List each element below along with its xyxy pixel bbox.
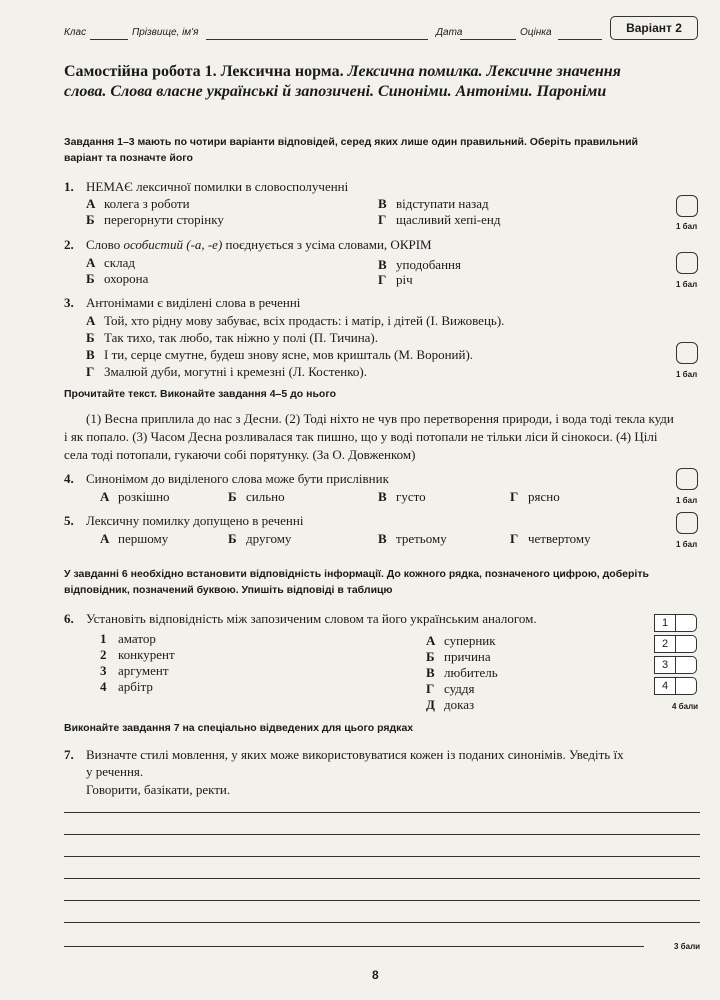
grade-label: Оцінка <box>520 27 552 38</box>
answer-line-6[interactable] <box>64 922 700 923</box>
q4-text: Синонімом до виділеного слова може бути прислівник <box>86 471 389 486</box>
q3-option-g[interactable]: Г Змалюй дуби, могутні і кремезні (Л. Костенко). <box>86 364 367 379</box>
q6-grid-answer-2[interactable] <box>675 635 697 653</box>
q6-right-b: Б причина <box>426 649 491 664</box>
question-2: 2. Слово особистий (-а, -е) поєднується з усіма словами, ОКРІМ <box>64 237 432 252</box>
q2-number: 2. <box>64 237 74 252</box>
text-passage: (1) Весна приплила до нас з Десни. (2) Тоді ніхто не чув про перетворення природи, і вода тоді текла куди і як попало. (3) Часом Десна розливалася так пишно, що у воді потопали не тільки ліси й сінокоси. (4) Цілі села тоді потопали, гукаючи собі порятунку. (За О. Довженком) <box>64 411 674 462</box>
header <box>64 20 700 44</box>
q6-grid-row-4 <box>654 677 697 695</box>
page-title <box>64 62 664 102</box>
q3-answer-box[interactable] <box>676 342 698 364</box>
variant-badge: Варіант 2 <box>610 16 698 40</box>
q4-answer-box[interactable] <box>676 468 698 490</box>
q7-text: Визначте стилі мовлення, у яких може використовуватися кожен із поданих синонімів. Уведіть їх у речення. <box>86 747 624 779</box>
name-label: Прізвище, ім'я <box>132 27 199 38</box>
answer-line-5[interactable] <box>64 900 700 901</box>
q6-grid-num-4: 4 <box>654 677 676 695</box>
q3-score: 1 бал <box>676 370 698 379</box>
answer-line-3[interactable] <box>64 856 700 857</box>
answer-line-1[interactable] <box>64 812 700 813</box>
q2-keyword: особистий (-а, -е) <box>123 237 223 252</box>
q6-left-2: 2 конкурент <box>100 647 175 662</box>
class-label: Клас <box>64 27 87 38</box>
q6-grid-row-2 <box>654 635 697 653</box>
q4-number: 4. <box>64 471 74 486</box>
q5-number: 5. <box>64 513 74 528</box>
q3-option-a[interactable]: А Той, хто рідну мову забуває, всіх продасть: і матір, і дітей (І. Вижовець). <box>86 313 505 328</box>
q6-grid-row-1 <box>654 614 697 632</box>
q6-grid-answer-4[interactable] <box>675 677 697 695</box>
q3-option-b[interactable]: Б Так тихо, так любо, так ніжно у полі (П. Тичина). <box>86 330 378 345</box>
q7-words: Говорити, базікати, ректи. <box>86 782 231 797</box>
q5-text: Лексичну помилку допущено в реченні <box>86 513 304 528</box>
q6-score: 4 бали <box>672 702 699 711</box>
q6-grid-num-3: 3 <box>654 656 676 674</box>
q2-option-a[interactable]: А склад <box>86 255 135 270</box>
q2-option-v[interactable]: В уподобання <box>378 257 461 272</box>
q4-option-b[interactable]: Б сильно <box>228 489 285 504</box>
q6-right-a: А суперник <box>426 633 496 648</box>
q1-score: 1 бал <box>676 222 698 231</box>
question-3 <box>64 294 300 311</box>
q5-option-v[interactable]: В третьому <box>378 531 447 546</box>
q7-number: 7. <box>64 747 74 762</box>
q6-grid-row-3 <box>654 656 697 674</box>
q6-right-d: Д доказ <box>426 697 475 712</box>
instruction-1: Завдання 1–3 мають по чотири варіанти відповідей, серед яких лише один правильний. Оберіть правильний варіант та позначте його <box>64 136 639 164</box>
q5-answer-box[interactable] <box>676 512 698 534</box>
q6-right-g: Г суддя <box>426 681 475 696</box>
q3-text: Антонімами є виділені слова в реченні <box>86 295 301 310</box>
q5-option-g[interactable]: Г четвертому <box>510 531 591 546</box>
q1-option-g[interactable]: Г щасливий хепі-енд <box>378 212 501 227</box>
name-field[interactable] <box>206 39 428 40</box>
q2-option-b[interactable]: Б охорона <box>86 271 149 286</box>
q2-answer-box[interactable] <box>676 252 698 274</box>
q1-option-a[interactable]: А колега з роботи <box>86 196 190 211</box>
q3-number: 3. <box>64 295 74 310</box>
q6-left-1: 1 аматор <box>100 631 156 646</box>
q6-grid-answer-1[interactable] <box>675 614 697 632</box>
q6-left-3: 3 аргумент <box>100 663 169 678</box>
q2-option-g[interactable]: Г річ <box>378 272 413 287</box>
page-number: 8 <box>372 968 379 982</box>
q4-option-v[interactable]: В густо <box>378 489 426 504</box>
answer-line-7[interactable] <box>64 946 644 947</box>
question-6 <box>64 610 644 627</box>
q2-score: 1 бал <box>676 280 698 289</box>
q6-right-v: В любитель <box>426 665 498 680</box>
q4-option-a[interactable]: А розкішно <box>100 489 170 504</box>
q1-option-v[interactable]: В відступати назад <box>378 196 489 211</box>
answer-line-4[interactable] <box>64 878 700 879</box>
question-5 <box>64 512 303 529</box>
q6-number: 6. <box>64 611 74 626</box>
date-field[interactable] <box>460 39 516 40</box>
q6-text: Установіть відповідність між запозиченим словом та його українським аналогом. <box>86 611 537 626</box>
title-topics: Лексична помилка. Лексичне значення слова. Слова власне українські й запозичені. Синоніми. Антоніми. Пароніми <box>64 63 621 100</box>
title-main: Самостійна робота 1. Лексична норма. <box>64 63 344 80</box>
q6-grid-answer-3[interactable] <box>675 656 697 674</box>
q1-answer-box[interactable] <box>676 195 698 217</box>
question-4 <box>64 470 389 487</box>
q1-number: 1. <box>64 179 74 194</box>
q6-grid-num-2: 2 <box>654 635 676 653</box>
instruction-4: Виконайте завдання 7 на спеціально відведених для цього рядках <box>64 722 414 734</box>
answer-line-2[interactable] <box>64 834 700 835</box>
q5-score: 1 бал <box>676 540 698 549</box>
q7-score: 3 бали <box>674 942 701 951</box>
q3-option-v[interactable]: В І ти, серце смутне, будеш знову ясне, мов кришталь (М. Вороний). <box>86 347 474 362</box>
q1-option-b[interactable]: Б перегорнути сторінку <box>86 212 224 227</box>
q1-text: НЕМАЄ лексичної помилки в словосполученні <box>86 179 349 194</box>
date-label: Дата <box>436 27 463 38</box>
q5-option-b[interactable]: Б другому <box>228 531 292 546</box>
class-field[interactable] <box>90 39 128 40</box>
q6-grid-num-1: 1 <box>654 614 676 632</box>
instruction-2: Прочитайте текст. Виконайте завдання 4–5 до нього <box>64 388 336 400</box>
grade-field[interactable] <box>558 39 602 40</box>
q4-score: 1 бал <box>676 496 698 505</box>
question-7 <box>64 746 624 780</box>
q6-left-4: 4 арбітр <box>100 679 153 694</box>
q4-option-g[interactable]: Г рясно <box>510 489 560 504</box>
instruction-3: У завданні 6 необхідно встановити відповідність інформації. До кожного рядка, позначеного цифрою, доберіть відповідник, позначений буквою. Упишіть відповіді в таблицю <box>64 568 649 596</box>
q5-option-a[interactable]: А першому <box>100 531 169 546</box>
question-1 <box>64 178 348 195</box>
